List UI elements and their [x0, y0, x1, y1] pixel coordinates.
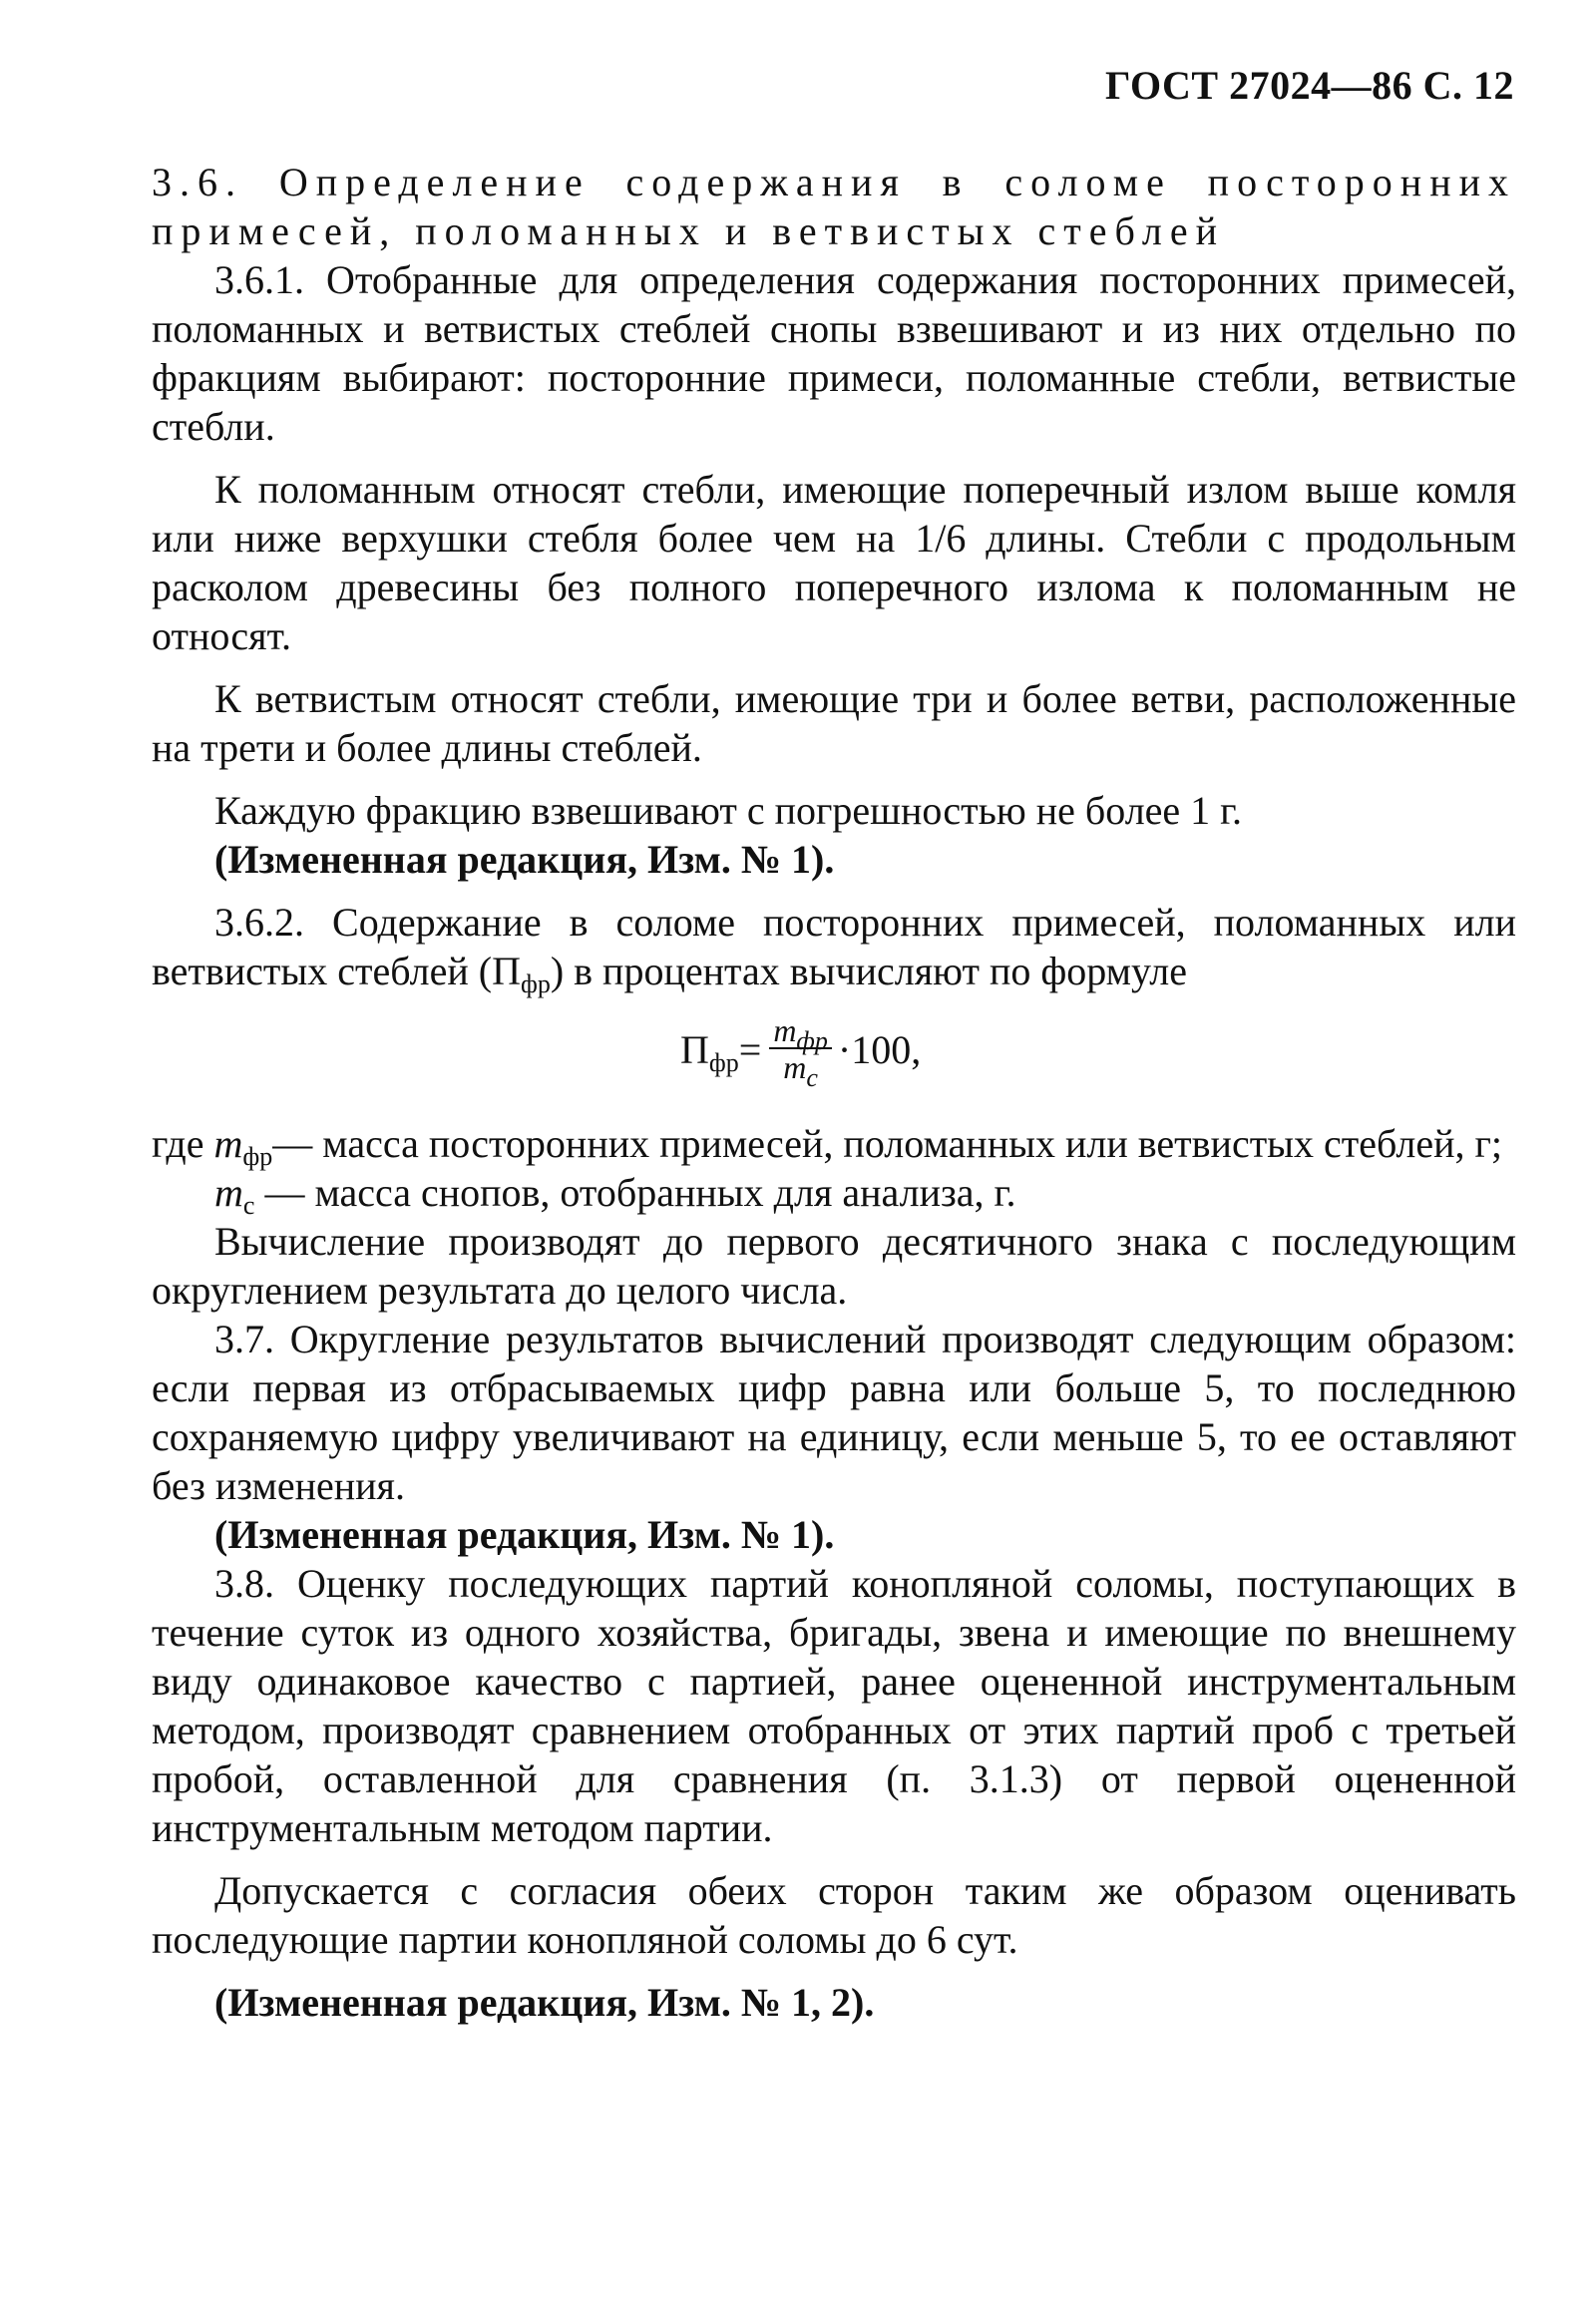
formula-numerator-base: m: [773, 1012, 797, 1048]
paragraph-3-8: 3.8. Оценку последующих партий конопляной соломы, поступающих в течение суток из одного хозяйства, бригады, звена и имеющие по внешнему виду одинаковое качество с партией, ранее оцененной инструментальным методом, производят сравнением отобранных от этих партий проб с третьей пробой, оставленной для сравнения (п. 3.1.3) от первой оцененной инструментальным методом партии.: [152, 1561, 1516, 1850]
formula-lhs-sub: фр: [708, 1047, 739, 1077]
formula-denominator: [783, 1049, 818, 1092]
definition-m-fr-label: [152, 1119, 273, 1171]
paragraph-3-6-2-text-b: ) в процентах вычисляют по формуле: [550, 949, 1187, 993]
paragraph-3-6-2-text-a: 3.6.2. Содержание в соломе посторонних примесей, поломанных или ветвистых стеблей (П: [152, 900, 1516, 993]
paragraph-weighing: Каждую фракцию взвешивают с погрешностью не более 1 г.: [214, 788, 1243, 833]
formula-multiplier: ·100,: [837, 1026, 922, 1072]
definition-m-c-symbol: m: [214, 1170, 243, 1215]
formula-fraction: [769, 1012, 832, 1092]
page-body: [152, 158, 1516, 2027]
amendment-note-2: (Измененная редакция, Изм. № 1).: [214, 1512, 835, 1557]
formula-denominator-base: m: [783, 1049, 807, 1085]
formula: [680, 1012, 922, 1092]
paragraph-3-6-1: 3.6.1. Отобранные для определения содержания посторонних примесей, поломанных и ветвистых стеблей снопы взвешивают и из них отдельно по фракциям выбирают: посторонние примеси, поломанные стебли, ветвистые стебли.: [152, 257, 1516, 449]
paragraph-allowed: Допускается с согласия обеих сторон таким же образом оценивать последующие партии конопляной соломы до 6 сут.: [152, 1868, 1516, 1962]
paragraph-calculation-note: Вычисление производят до первого десятичного знака с последующим округлением результата до целого числа.: [152, 1219, 1516, 1313]
amendment-note-3: (Измененная редакция, Изм. № 1, 2).: [214, 1980, 875, 2025]
paragraph-broken-stems: К поломанным относят стебли, имеющие поперечный излом выше комля или ниже верхушки стебля более чем на 1/6 длины. Стебли с продольным расколом древесины без полного поперечного излома к поломанным не относят.: [152, 467, 1516, 658]
formula-denominator-sub: с: [806, 1063, 818, 1092]
paragraph-3-6-2: [152, 898, 1516, 998]
amendment-note-1: (Измененная редакция, Изм. № 1).: [214, 837, 835, 882]
definition-m-fr: [152, 1119, 1516, 1171]
page-header: ГОСТ 27024—86 С. 12: [1104, 63, 1514, 108]
formula-equals: =: [738, 1026, 762, 1072]
definition-m-c: [152, 1168, 1516, 1220]
formula-numerator: [769, 1012, 832, 1055]
paragraph-branched-stems: К ветвистым относят стебли, имеющие три и более ветви, расположенные на трети и более длины стеблей.: [152, 676, 1516, 770]
definition-where: где: [152, 1121, 214, 1166]
definition-m-fr-symbol: m: [213, 1121, 243, 1166]
formula-numerator-sub: фр: [796, 1026, 828, 1055]
paragraph-3-6-2-subscript: фр: [520, 969, 551, 998]
definition-m-c-text: — масса снопов, отобранных для анализа, г.: [254, 1170, 1016, 1215]
paragraph-3-7: 3.7. Округление результатов вычислений производят следующим образом: если первая из отбрасываемых цифр равна или больше 5, то последнюю сохраняемую цифру увеличивают на единицу, если меньше 5, то ее оставляют без изменения.: [152, 1317, 1516, 1508]
formula-block: [152, 1009, 1516, 1107]
definition-m-fr-sub: фр: [242, 1142, 273, 1171]
formula-lhs-base: П: [680, 1026, 709, 1072]
definition-m-fr-text: — масса посторонних примесей, поломанных или ветвистых стеблей, г;: [272, 1121, 1503, 1166]
formula-lhs: [680, 1025, 739, 1077]
section-heading: 3.6. Определение содержания в соломе посторонних примесей, поломанных и ветвистых стеблей: [152, 160, 1516, 253]
definition-m-c-sub: с: [242, 1191, 255, 1220]
